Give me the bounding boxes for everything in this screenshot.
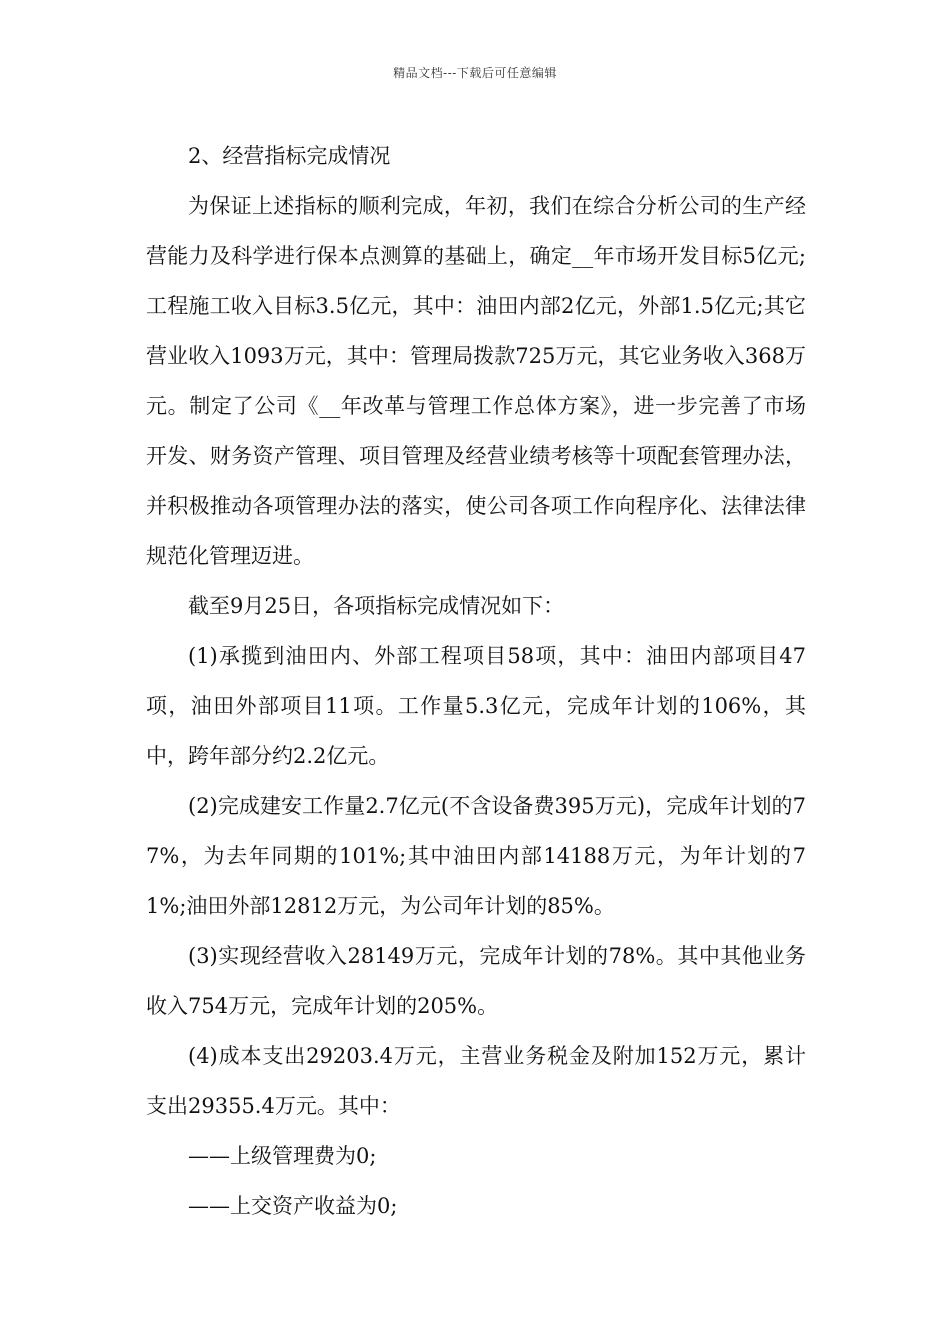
- paragraph-dash-2: ——上交资产收益为0;: [188, 1194, 398, 1218]
- paragraph-item-3: (3)实现经营收入28149万元，完成年计划的78%。其中其他业务收入754万元，完成年计划的205%。: [146, 944, 806, 1018]
- paragraph-item-1: (1)承揽到油田内、外部工程项目58项，其中：油田内部项目47项，油田外部项目11项。工作量5.3亿元，完成年计划的106%，其中，跨年部分约2.2亿元。: [146, 644, 806, 768]
- section-title: 2、经营指标完成情况: [188, 144, 391, 168]
- paragraph-status-intro: 截至9月25日，各项指标完成情况如下：: [188, 594, 565, 618]
- paragraph-dash-1: ——上级管理费为0;: [188, 1144, 377, 1168]
- paragraph-item-4: (4)成本支出29203.4万元，主营业务税金及附加152万元，累计支出29355.4万元。其中：: [146, 1044, 806, 1118]
- paragraph-plan: 为保证上述指标的顺利完成，年初，我们在综合分析公司的生产经营能力及科学进行保本点测算的基础上，确定__年市场开发目标5亿元;工程施工收入目标3.5亿元，其中：油田内部2亿元，外部1.5亿元;其它营业收入1093万元，其中：管理局拨款725万元，其它业务收入368万元。制定了公司《__年改革与管理工作总体方案》，进一步完善了市场开发、财务资产管理、项目管理及经营业绩考核等十项配套管理办法，并积极推动各项管理办法的落实，使公司各项工作向程序化、法律法律规范化管理迈进。: [146, 194, 806, 568]
- page-header: 精品文档---下载后可任意编辑: [393, 66, 557, 80]
- document-body: [146, 131, 806, 1231]
- paragraph-item-2: (2)完成建安工作量2.7亿元(不含设备费395万元)，完成年计划的77%，为去年同期的101%;其中油田内部14188万元，为年计划的71%;油田外部12812万元，为公司年计划的85%。: [146, 794, 806, 918]
